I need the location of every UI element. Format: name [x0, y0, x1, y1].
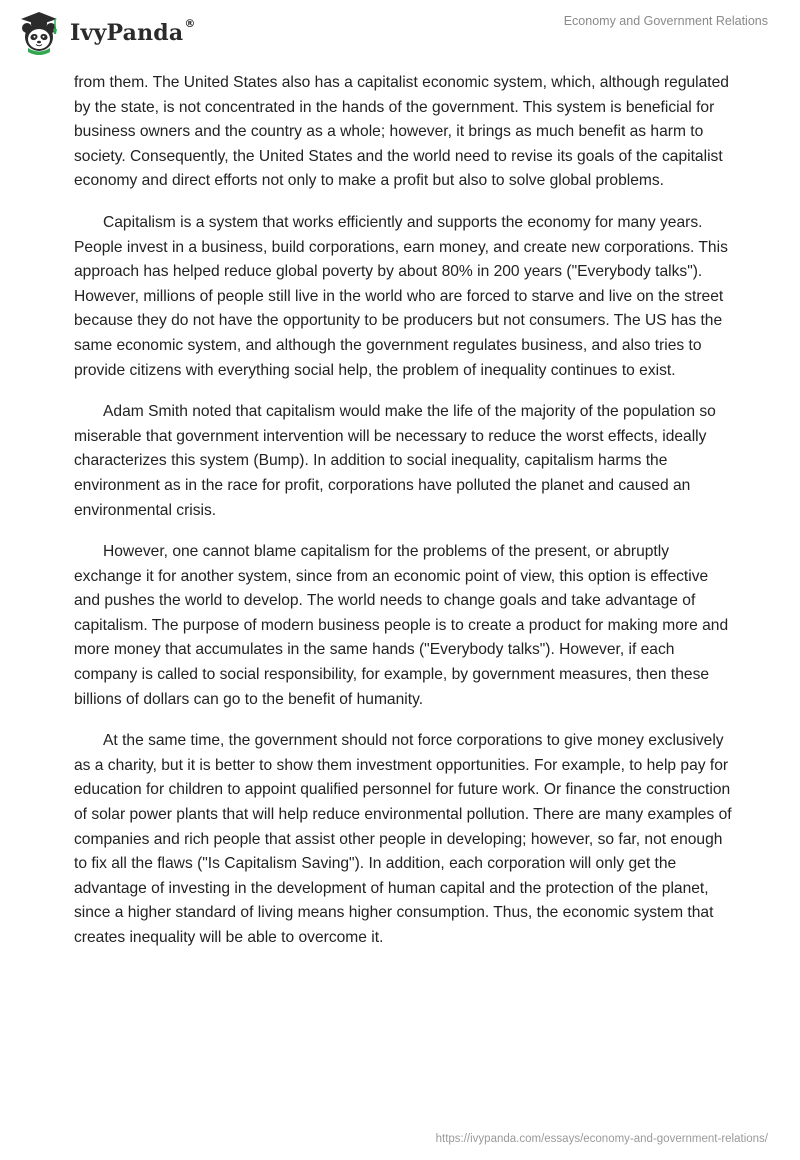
paragraph: However, one cannot blame capitalism for the problems of the present, or abruptly exchange it for another system, since from an economic point of view, this option is effective and pushes the world to develop. The world needs to change goals and take advantage of capitalism. The purpose of modern business people is to create a product for making more and more money that accumulates in the same hands ("Everybody talks"). However, if each company is called to social responsibility, for example, by government measures, then these billions of dollars can go to the benefit of humanity. [74, 543, 729, 708]
paragraph: Adam Smith noted that capitalism would make the life of the majority of the population so miserable that government intervention will be necessary to reduce the worst effects, ideally characterizes this system (Bump). In addition to social inequality, capitalism harms the environment as in the race for profit, corporations have polluted the planet and caused an environmental crisis. [74, 403, 716, 519]
essay-body [74, 71, 734, 968]
ivypanda-logo[interactable] [15, 8, 196, 56]
document-title: Economy and Government Relations [563, 14, 768, 28]
paragraph: Capitalism is a system that works efficiently and supports the economy for many years. People invest in a business, build corporations, earn money, and create new corporations. This approach has helped reduce global poverty by about 80% in 200 years ("Everybody talks"). However, millions of people still live in the world who are forced to starve and live on the street because they do not have the opportunity to be producers but not consumers. The US has the same economic system, and although the government regulates business, and also tries to provide citizens with everything social help, the problem of inequality continues to exist. [74, 213, 728, 379]
brand-name: IvyPanda® [70, 17, 196, 46]
source-url[interactable]: https://ivypanda.com/essays/economy-and-government-relations/ [435, 1133, 768, 1145]
registered-mark: ® [184, 17, 196, 30]
paragraph: At the same time, the government should not force corporations to give money exclusively as a charity, but it is better to show them investment opportunities. For example, to help pay for education for children to appoint qualified personnel for future work. Or finance the construction of solar power plants that will help reduce environmental pollution. There are many examples of companies and rich people that assist other people in developing; however, so far, not enough to fix all the flaws ("Is Capitalism Saving"). In addition, each corporation will only get the advantage of investing in the development of human capital and the protection of the planet, since a higher standard of living means higher consumption. Thus, the economic system that creates inequality will be able to overcome it. [74, 732, 732, 946]
page-header [0, 0, 800, 60]
paragraph: from them. The United States also has a capitalist economic system, which, although regulated by the state, is not concentrated in the hands of the government. This system is beneficial for business owners and the country as a whole; however, it brings as much benefit as harm to society. Consequently, the United States and the world need to revise its goals of the capitalist economy and direct efforts not only to make a profit but also to solve global problems. [74, 74, 729, 190]
panda-graduation-cap-icon [15, 8, 63, 56]
